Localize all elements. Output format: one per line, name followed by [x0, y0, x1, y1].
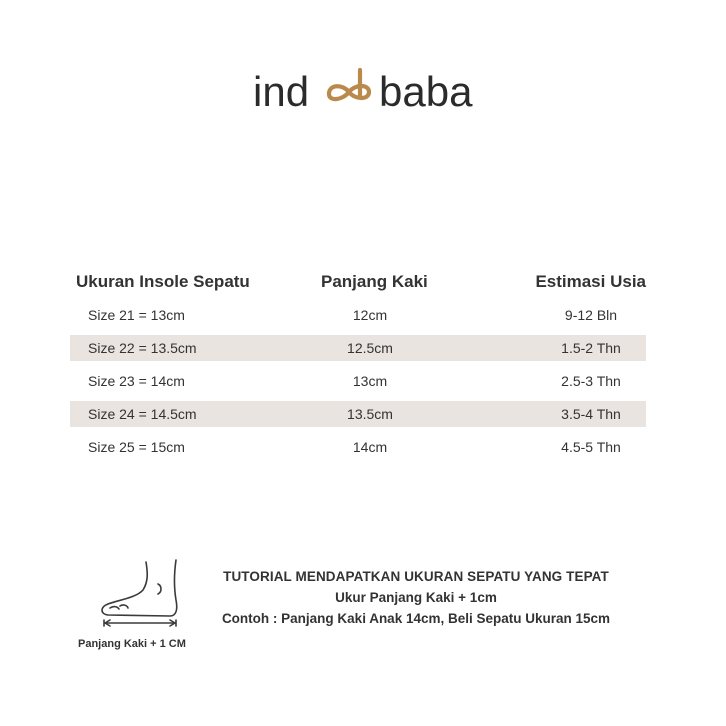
tutorial-example: Contoh : Panjang Kaki Anak 14cm, Beli Sepatu Ukuran 15cm [221, 611, 611, 626]
header-estimated-age: Estimasi Usia [535, 272, 646, 291]
cell-foot-length: 13cm [352, 373, 388, 389]
cell-age: 9-12 Bln [564, 307, 618, 323]
cell-size: Size 21 = 13cm [88, 307, 185, 323]
cell-foot-length: 12.5cm [347, 340, 393, 356]
table-row [70, 335, 646, 361]
cell-foot-length: 14cm [352, 439, 388, 455]
cell-age: 1.5-2 Thn [561, 340, 621, 356]
cell-size: Size 23 = 14cm [88, 373, 185, 389]
table-row [70, 302, 646, 328]
header-foot-length: Panjang Kaki [321, 272, 428, 291]
foot-measure-icon [96, 556, 186, 636]
brand-logo [0, 62, 726, 122]
cell-size: Size 24 = 14.5cm [88, 406, 197, 422]
table-row [70, 368, 646, 394]
table-row [70, 401, 646, 427]
infinity-mark-icon [329, 70, 369, 99]
table-header [70, 266, 646, 298]
tutorial-step: Ukur Panjang Kaki + 1cm [335, 590, 497, 605]
indobaba-logo-icon [253, 62, 473, 122]
cell-size: Size 22 = 13.5cm [88, 340, 197, 356]
cell-size: Size 25 = 15cm [88, 439, 185, 455]
tutorial-title: TUTORIAL MENDAPATKAN UKURAN SEPATU YANG TEPAT [223, 569, 609, 584]
logo-text-part-2: baba [379, 68, 473, 115]
logo-text-part-1: ind [253, 68, 310, 115]
cell-foot-length: 13.5cm [347, 406, 393, 422]
header-insole-size: Ukuran Insole Sepatu [76, 272, 250, 291]
cell-age: 2.5-3 Thn [561, 373, 621, 389]
foot-measure-caption: Panjang Kaki + 1 CM [78, 638, 186, 650]
table-row [70, 434, 646, 460]
cell-foot-length: 12cm [352, 307, 388, 323]
size-chart-table [70, 266, 646, 460]
cell-age: 4.5-5 Thn [561, 439, 621, 455]
cell-age: 3.5-4 Thn [561, 406, 621, 422]
tutorial-section [196, 569, 636, 626]
